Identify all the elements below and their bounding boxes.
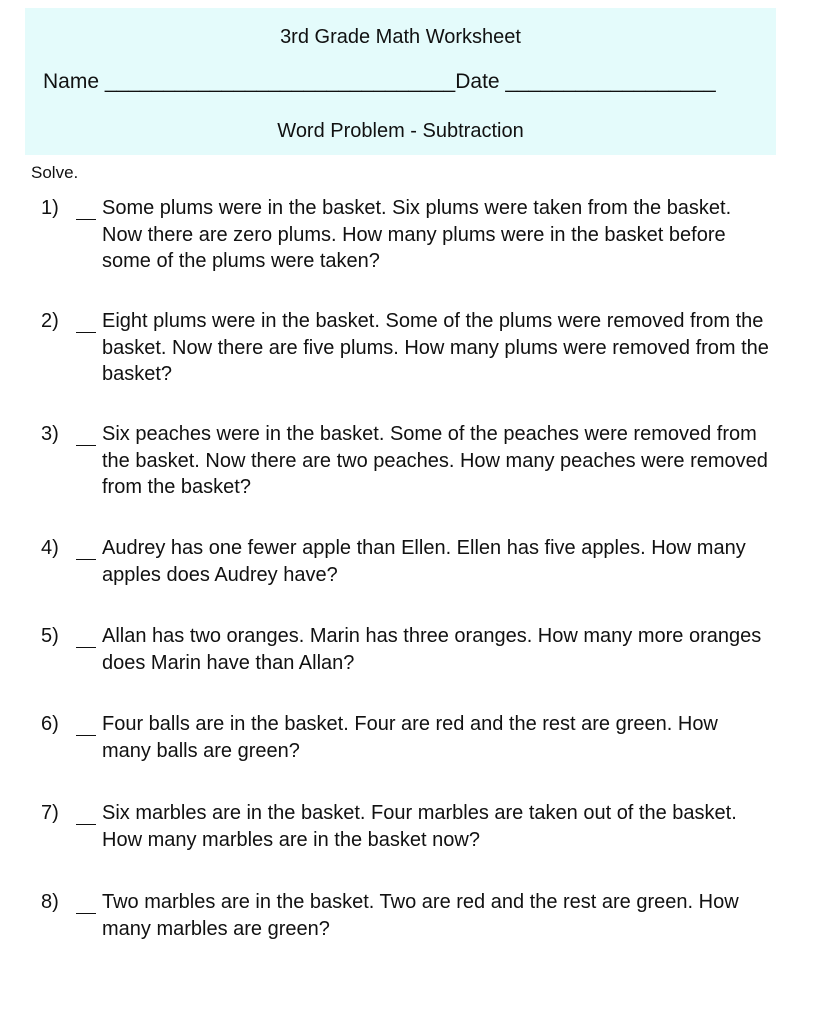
answer-blank [76,537,96,560]
answer-blank [76,310,96,333]
answer-blank [76,197,96,220]
instructions: Solve. [31,163,79,182]
answer-blank [76,625,96,648]
problem-text: Some plums were in the basket. Six plums were taken from the basket. Now there are zero plums. How many plums were in the basket before some of the plums were taken? [102,197,732,272]
worksheet-header [25,8,776,155]
problem-text: Six marbles are in the basket. Four marbles are taken out of the basket. How many marbles are in the basket now? [102,802,737,851]
problem-number: 3) [41,423,59,445]
problem-number: 4) [41,537,59,559]
answer-blank [76,713,96,736]
worksheet-subtitle: Word Problem - Subtraction [277,120,524,142]
answer-blank [76,802,96,825]
answer-blank [76,423,96,446]
problem-text: Eight plums were in the basket. Some of the plums were removed from the basket. Now there are five plums. How many plums were removed from the basket? [102,310,769,385]
problem-text: Six peaches were in the basket. Some of the peaches were removed from the basket. Now there are two peaches. How many peaches were removed from the basket? [102,423,768,498]
problem-text: Two marbles are in the basket. Two are red and the rest are green. How many marbles are green? [102,891,739,940]
problem-text: Audrey has one fewer apple than Ellen. Ellen has five apples. How many apples does Audrey have? [102,537,746,586]
problem-number: 6) [41,713,59,735]
problem-number: 5) [41,625,59,647]
name-date-line: Name ______________________________Date __________________ [43,70,716,93]
problem-number: 1) [41,197,59,219]
problem-text: Four balls are in the basket. Four are red and the rest are green. How many balls are green? [102,713,718,762]
worksheet-title: 3rd Grade Math Worksheet [280,26,521,48]
problem-number: 8) [41,891,59,913]
answer-blank [76,891,96,914]
problem-text: Allan has two oranges. Marin has three oranges. How many more oranges does Marin have than Allan? [102,625,762,674]
problem-number: 7) [41,802,59,824]
problem-number: 2) [41,310,59,332]
